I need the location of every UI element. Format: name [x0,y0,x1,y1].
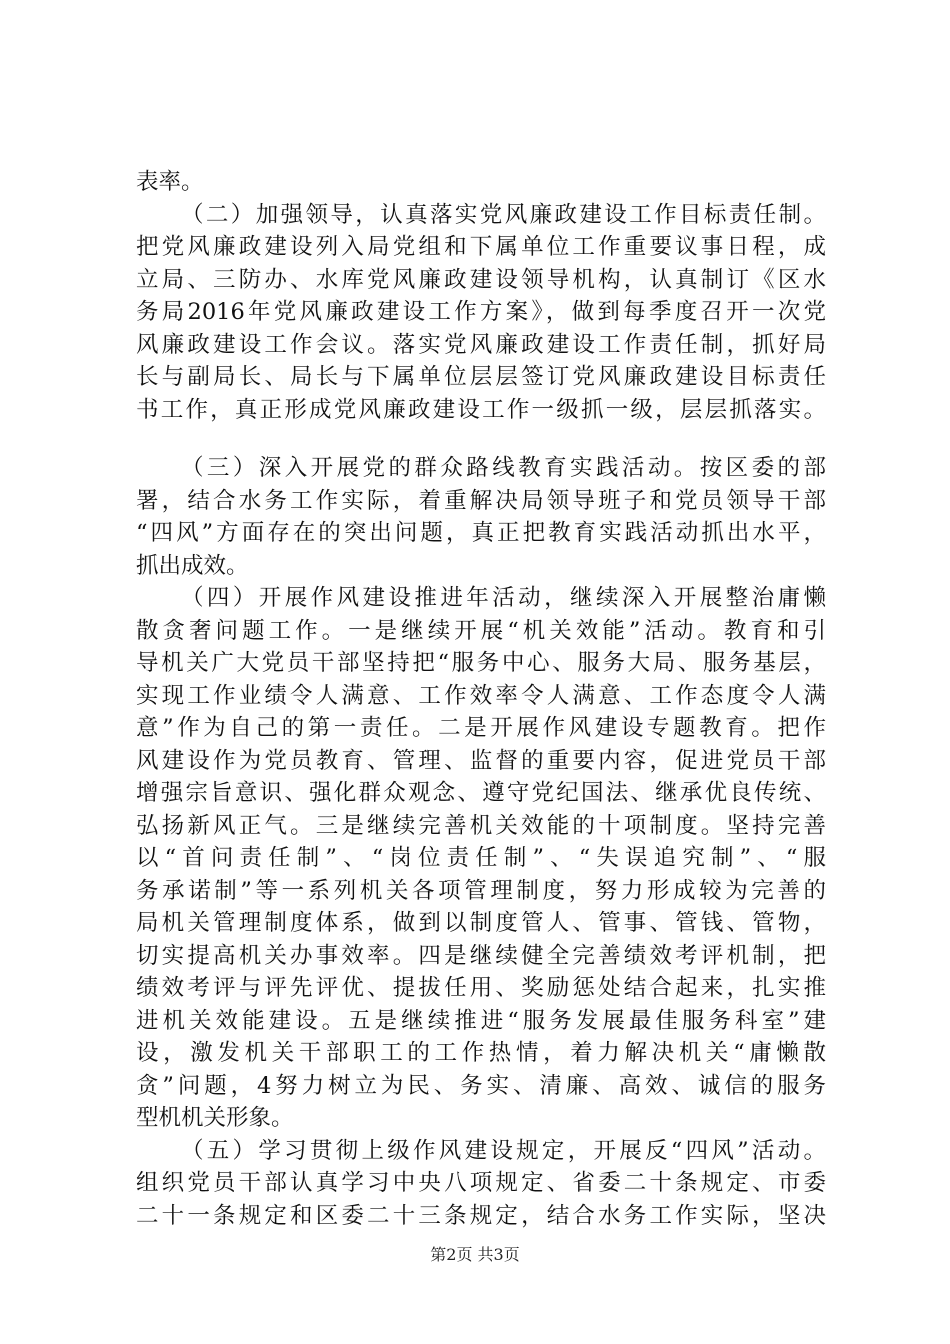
text-line: 贪”问题，4努力树立为民、务实、清廉、高效、诚信的服务 [136,1072,826,1099]
text-line: “四风”方面存在的突出问题，真正把教育实践活动抓出水平， [136,520,826,546]
text-line: 导机关广大党员干部坚持把“服务中心、服务大局、服务基层， [136,650,826,676]
text-line: 型机机关形象。 [136,1105,294,1131]
text-line: 进机关效能建设。五是继续推进“服务发展最佳服务科室”建 [136,1007,826,1034]
text-line: （四）开展作风建设推进年活动，继续深入开展整治庸懒 [181,585,826,611]
text-line: 表率。 [136,169,204,195]
text-line: 立局、三防办、水库党风廉政建设领导机构，认真制订《区水 [136,266,826,293]
text-line: 书工作，真正形成党风廉政建设工作一级抓一级，层层抓落实。 [136,396,826,423]
text-line: （五）学习贯彻上级作风建设规定，开展反“四风”活动。 [181,1137,826,1164]
text-line: 以“首问责任制”、“岗位责任制”、“失误追究制”、“服 [136,845,826,871]
text-line: （三）深入开展党的群众路线教育实践活动。按区委的部 [181,455,826,481]
text-line: 切实提高机关办事效率。四是继续健全完善绩效考评机制，把 [136,942,826,969]
text-line: 风建设作为党员教育、管理、监督的重要内容，促进党员干部 [136,747,826,774]
text-line: 风廉政建设工作会议。落实党风廉政建设工作责任制，抓好局 [136,331,826,358]
text-line: 把党风廉政建设列入局党组和下属单位工作重要议事日程，成 [136,234,826,260]
text-line: 署，结合水务工作实际，着重解决局领导班子和党员领导干部 [136,487,826,514]
text-line: 弘扬新风正气。三是继续完善机关效能的十项制度。坚持完善 [136,812,826,839]
text-line: 局机关管理制度体系，做到以制度管人、管事、管钱、管物， [136,910,826,936]
text-line: （二）加强领导，认真落实党风廉政建设工作目标责任制。 [181,201,826,228]
text-line: 散贪奢问题工作。一是继续开展“机关效能”活动。教育和引 [136,617,826,644]
text-line: 组织党员干部认真学习中央八项规定、省委二十条规定、市委 [136,1170,826,1196]
page-footer: 第2页 共3页 [430,1245,520,1264]
paragraph-gap [136,426,826,452]
text-line: 绩效考评与评先评优、提拔任用、奖励惩处结合起来，扎实推 [136,975,826,1001]
text-line: 意”作为自己的第一责任。二是开展作风建设专题教育。把作 [136,715,826,741]
text-line: 二十一条规定和区委二十三条规定，结合水务工作实际，坚决 [136,1202,826,1229]
text-line: 抓出成效。 [136,552,249,579]
text-line: 设，激发机关干部职工的工作热情，着力解决机关“庸懒散 [136,1040,826,1066]
text-line: 实现工作业绩令人满意、工作效率令人满意、工作态度令人满 [136,682,826,709]
text-line: 务局2016年党风廉政建设工作方案》，做到每季度召开一次党 [136,299,826,325]
text-line: 务承诺制”等一系列机关各项管理制度，努力形成较为完善的 [136,877,826,904]
text-line: 增强宗旨意识、强化群众观念、遵守党纪国法、继承优良传统、 [136,780,826,806]
document-body [136,166,826,1232]
text-line: 长与副局长、局长与下属单位层层签订党风廉政建设目标责任 [136,364,826,390]
